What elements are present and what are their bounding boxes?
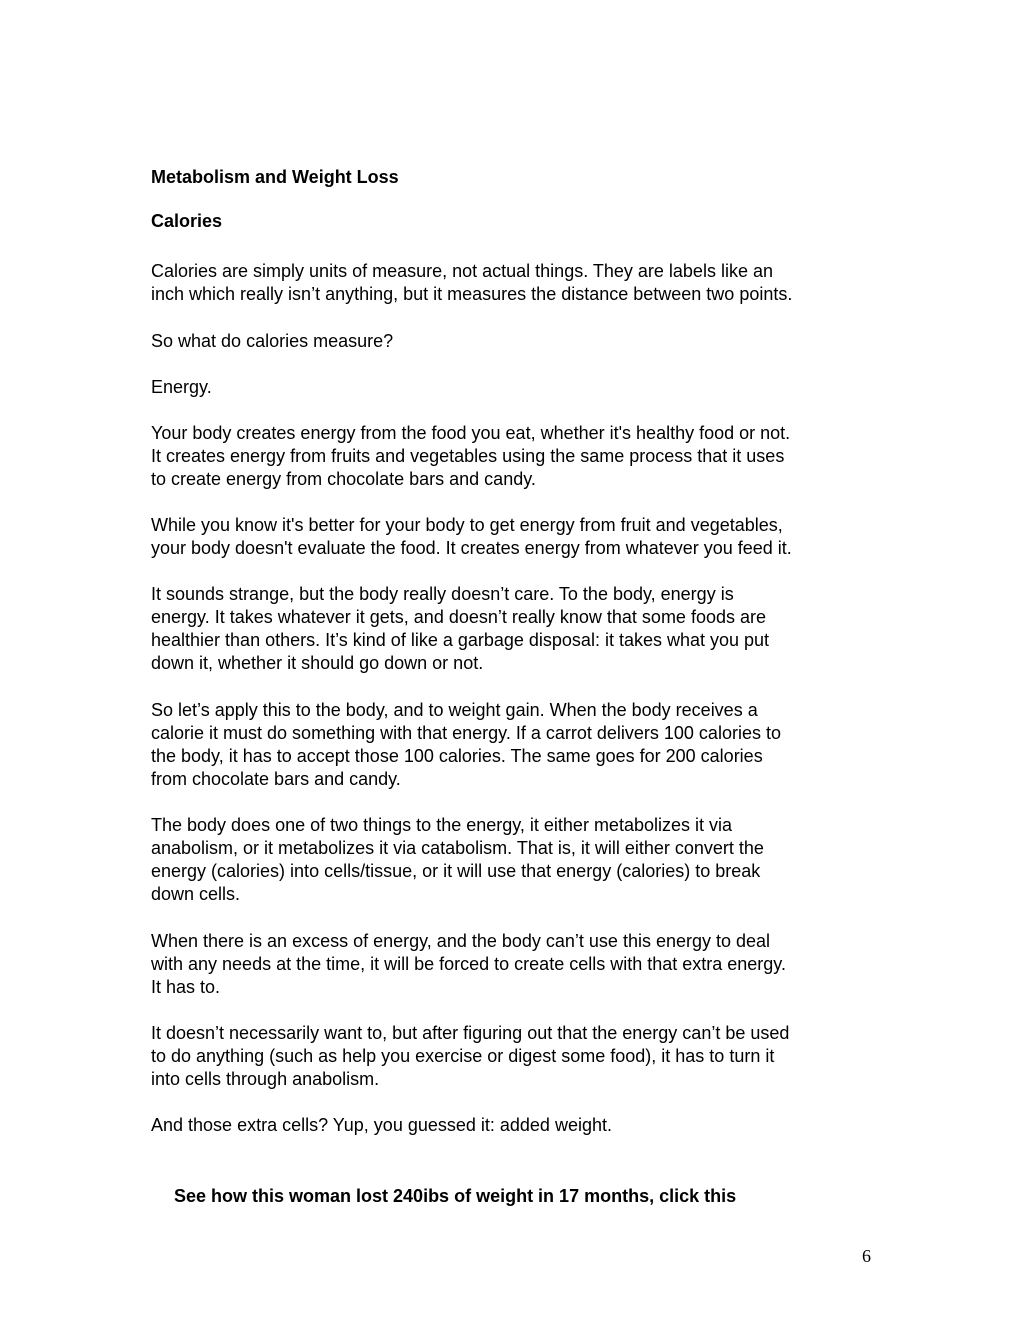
text-line: When there is an excess of energy, and the body can’t use this energy to deal [151, 931, 771, 951]
text-line: And those extra cells? Yup, you guessed it: added weight. [151, 1115, 612, 1135]
text-line: energy. It takes whatever it gets, and doesn’t really know that some foods are [151, 607, 766, 627]
paragraph-added-weight [151, 1114, 881, 1137]
text-line: So what do calories measure? [151, 331, 394, 351]
paragraph-question [151, 330, 881, 353]
text-line: to do anything (such as help you exercise or digest some food), it has to turn it [151, 1046, 775, 1066]
paragraph-energy-creation [151, 422, 881, 491]
text-line: your body doesn't evaluate the food. It creates energy from whatever you feed it. [151, 538, 792, 558]
text-line: Your body creates energy from the food you eat, whether it's healthy food or not. [151, 423, 791, 443]
text-line: It doesn’t necessarily want to, but after figuring out that the energy can’t be used [151, 1023, 790, 1043]
text-line: inch which really isn’t anything, but it measures the distance between two points. [151, 284, 793, 304]
paragraph-weight-gain [151, 699, 881, 791]
paragraph-food-evaluation [151, 514, 881, 560]
text-line: healthier than others. It’s kind of like a garbage disposal: it takes what you put [151, 630, 770, 650]
text-line: down it, whether it should go down or not. [151, 653, 484, 673]
paragraph-metabolism [151, 814, 881, 906]
text-line: with any needs at the time, it will be forced to create cells with that extra energy. [151, 954, 786, 974]
paragraph-anabolism [151, 1022, 881, 1091]
text-line: Energy. [151, 377, 212, 397]
text-line: It creates energy from fruits and vegetables using the same process that it uses [151, 446, 785, 466]
text-line: to create energy from chocolate bars and candy. [151, 469, 536, 489]
paragraph-answer [151, 376, 881, 399]
section-heading: Calories [151, 211, 223, 231]
text-line: into cells through anabolism. [151, 1069, 380, 1089]
text-line: While you know it's better for your body to get energy from fruit and vegetables, [151, 515, 783, 535]
text-line: energy (calories) into cells/tissue, or it will use that energy (calories) to break [151, 861, 761, 881]
weight-loss-link[interactable]: See how this woman lost 240ibs of weight in 17 months, click this [174, 1186, 737, 1206]
text-line: So let’s apply this to the body, and to weight gain. When the body receives a [151, 700, 758, 720]
text-line: calorie it must do something with that energy. If a carrot delivers 100 calories to [151, 723, 781, 743]
document-title: Metabolism and Weight Loss [151, 167, 399, 187]
text-line: It sounds strange, but the body really doesn’t care. To the body, energy is [151, 584, 734, 604]
paragraph-garbage-disposal [151, 583, 881, 675]
paragraph-calories-definition [151, 260, 881, 306]
paragraph-excess-energy [151, 930, 881, 999]
page-number: 6 [862, 1246, 871, 1266]
text-line: anabolism, or it metabolizes it via catabolism. That is, it will either convert the [151, 838, 764, 858]
text-line: Calories are simply units of measure, not actual things. They are labels like an [151, 261, 773, 281]
text-line: down cells. [151, 884, 241, 904]
text-line: the body, it has to accept those 100 calories. The same goes for 200 calories [151, 746, 763, 766]
text-line: It has to. [151, 977, 221, 997]
text-line: from chocolate bars and candy. [151, 769, 401, 789]
text-line: The body does one of two things to the energy, it either metabolizes it via [151, 815, 733, 835]
